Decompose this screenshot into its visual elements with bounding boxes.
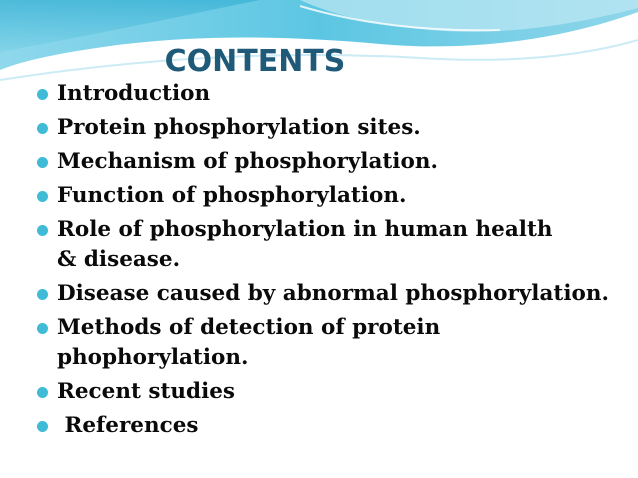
list-item xyxy=(0,411,638,441)
list-item-text: Protein phosphorylation sites. xyxy=(57,115,421,140)
list-item xyxy=(0,313,497,373)
bullet-icon xyxy=(37,89,48,100)
list-item-text: Introduction xyxy=(57,81,211,106)
bullet-icon xyxy=(37,387,48,398)
slide-title: CONTENTS xyxy=(164,44,346,79)
list-item-text: Mechanism of phosphorylation. xyxy=(57,149,438,174)
list-item xyxy=(0,377,638,407)
list-item-text: Recent studies xyxy=(57,379,236,404)
list-item xyxy=(0,279,638,309)
bullet-icon xyxy=(37,289,48,300)
list-item-text: Function of phosphorylation. xyxy=(57,183,407,208)
list-item xyxy=(0,181,638,211)
list-item xyxy=(0,79,638,109)
bullet-icon xyxy=(37,123,48,134)
list-item-text: Role of phosphorylation in human health & disease. xyxy=(57,217,553,272)
list-item xyxy=(0,147,638,177)
list-item-text: References xyxy=(57,413,199,438)
bullet-icon xyxy=(37,323,48,334)
bullet-icon xyxy=(37,225,48,236)
list-item-text: Disease caused by abnormal phosphorylation. xyxy=(57,281,609,306)
bullet-icon xyxy=(37,191,48,202)
list-item-text: Methods of detection of protein phophorylation. xyxy=(57,315,441,370)
bullet-icon xyxy=(37,157,48,168)
bullet-icon xyxy=(37,421,48,432)
contents-list xyxy=(0,79,638,445)
list-item xyxy=(0,215,577,275)
list-item xyxy=(0,113,638,143)
